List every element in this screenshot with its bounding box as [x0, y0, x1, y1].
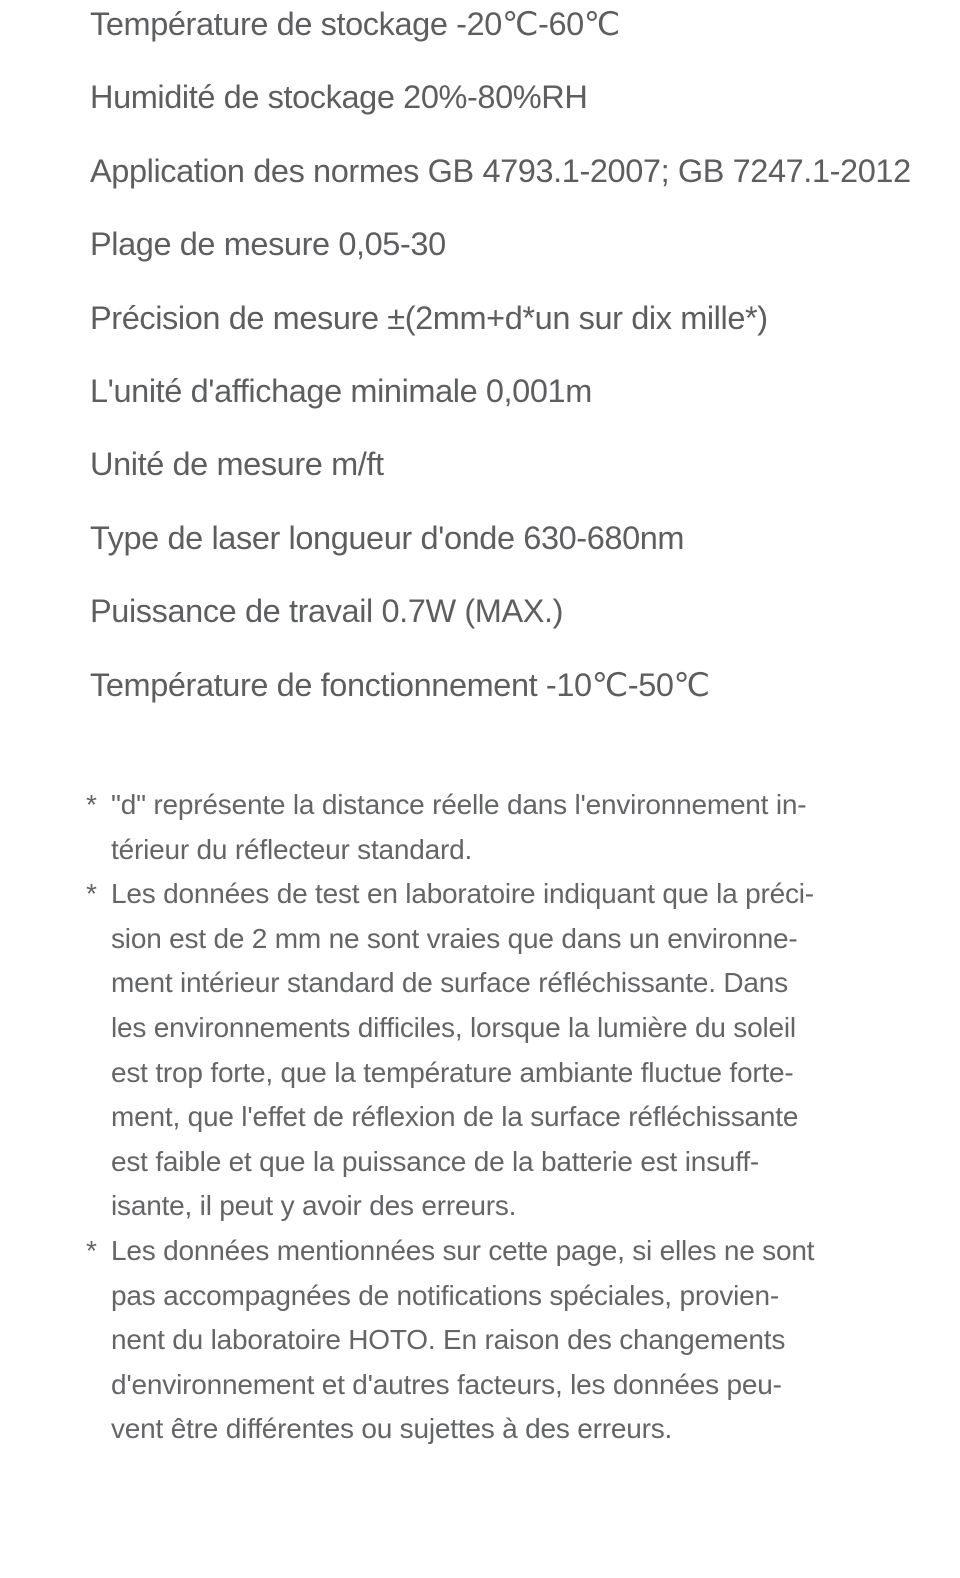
- spec-item: Plage de mesure 0,05-30: [90, 226, 446, 263]
- spec-item: L'unité d'affichage minimale 0,001m: [90, 372, 592, 409]
- footnote-item: [86, 1229, 814, 1452]
- spec-item: Application des normes GB 4793.1-2007; GB 7247.1-2012: [90, 152, 911, 189]
- spec-item: Humidité de stockage 20%-80%RH: [90, 79, 588, 116]
- spec-item: Température de fonctionnement -10℃-50℃: [90, 666, 710, 703]
- spec-item: Type de laser longueur d'onde 630-680nm: [90, 519, 685, 556]
- footnote-line: "d" représente la distance réelle dans l'environnement in-: [111, 789, 807, 820]
- footnote-line: ment, que l'effet de réflexion de la surface réfléchissante: [111, 1101, 799, 1133]
- spec-item: Température de stockage -20℃-60℃: [90, 6, 620, 42]
- footnote-line: vent être différentes ou sujettes à des erreurs.: [111, 1413, 673, 1445]
- footnote-asterisk: *: [86, 789, 97, 820]
- footnote-asterisk: *: [86, 878, 97, 910]
- footnote-item: [86, 783, 814, 872]
- footnote-line: ment intérieur standard de surface réfléchissante. Dans: [111, 967, 788, 999]
- spec-item: Unité de mesure m/ft: [90, 446, 384, 483]
- footnote-line: Les données mentionnées sur cette page, si elles ne sont: [111, 1234, 815, 1266]
- footnote-line: isante, il peut y avoir des erreurs.: [111, 1190, 517, 1222]
- spec-item: Puissance de travail 0.7W (MAX.): [90, 593, 564, 630]
- spec-list: [90, 0, 911, 722]
- spec-item: Précision de mesure ±(2mm+d*un sur dix mille*): [90, 299, 768, 336]
- footnote-line: nent du laboratoire HOTO. En raison des changements: [111, 1324, 786, 1356]
- footnote-line: Les données de test en laboratoire indiquant que la préci-: [111, 878, 814, 910]
- footnote-line: sion est de 2 mm ne sont vraies que dans un environne-: [111, 922, 798, 954]
- footnote-line: est trop forte, que la température ambiante fluctue forte-: [111, 1056, 794, 1088]
- footnote-list: [86, 783, 814, 1452]
- footnote-line: d'environnement et d'autres facteurs, les données peu-: [111, 1368, 782, 1400]
- footnote-line: térieur du réflecteur standard.: [111, 833, 473, 865]
- footnote-line: est faible et que la puissance de la batterie est insuff-: [111, 1145, 760, 1177]
- footnote-item: [86, 872, 814, 1229]
- footnote-line: les environnements difficiles, lorsque la lumière du soleil: [111, 1011, 796, 1043]
- footnote-line: pas accompagnées de notifications spéciales, provien-: [111, 1279, 780, 1311]
- footnote-asterisk: *: [86, 1234, 97, 1266]
